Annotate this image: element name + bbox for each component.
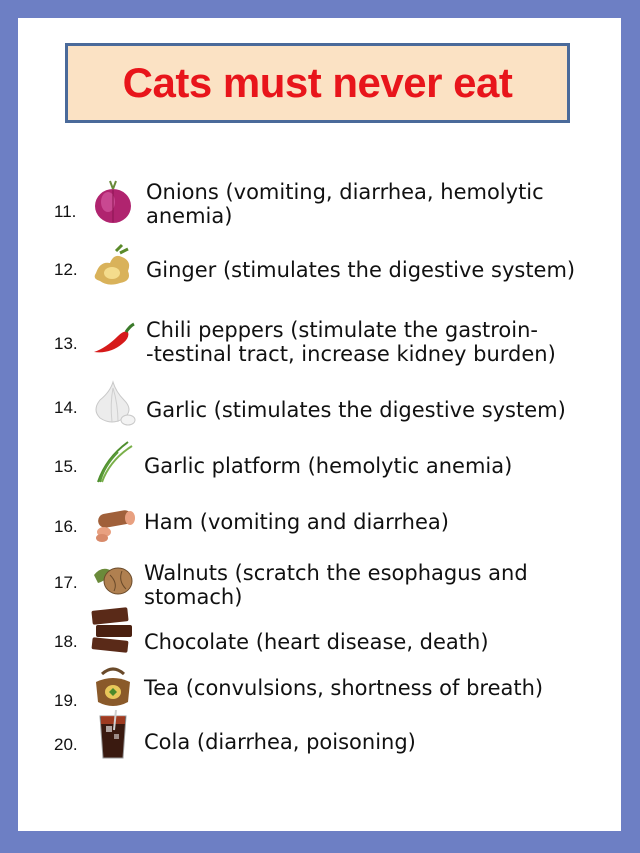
item-text-line1: Onions (vomiting, diarrhea, hemolytic bbox=[146, 180, 544, 204]
list-item-tea bbox=[18, 658, 621, 714]
item-text-line1: Walnuts (scratch the esophagus and bbox=[144, 561, 528, 585]
onion-icon bbox=[88, 178, 138, 228]
item-text-line1: Ham (vomiting and diarrhea) bbox=[144, 510, 449, 534]
item-text-line1: Garlic platform (hemolytic anemia) bbox=[144, 454, 513, 478]
item-text-line1: Chili peppers (stimulate the gastroin- bbox=[146, 318, 538, 342]
item-number: 18. bbox=[54, 632, 78, 651]
chocolate-icon bbox=[88, 605, 138, 655]
garlic-sprout-icon bbox=[88, 436, 138, 486]
item-number: 11. bbox=[54, 202, 77, 221]
item-text-line2: -testinal tract, increase kidney burden) bbox=[146, 342, 556, 366]
item-text-line1: Ginger (stimulates the digestive system) bbox=[146, 258, 576, 282]
item-text-line2: anemia) bbox=[146, 204, 233, 228]
item-number: 14. bbox=[54, 398, 78, 417]
item-text-line1: Garlic (stimulates the digestive system) bbox=[146, 398, 566, 422]
list-item-garlic bbox=[18, 376, 621, 432]
item-number: 13. bbox=[54, 334, 78, 353]
ginger-icon bbox=[88, 243, 138, 293]
chili-pepper-icon bbox=[88, 314, 138, 364]
tea-icon bbox=[88, 662, 138, 712]
list-item-chili-peppers bbox=[18, 300, 621, 366]
list-item-onions bbox=[18, 178, 621, 234]
garlic-icon bbox=[88, 378, 138, 428]
item-number: 15. bbox=[54, 457, 78, 476]
ham-icon bbox=[88, 496, 138, 546]
list-item-cola bbox=[18, 718, 621, 774]
list-item-chocolate bbox=[18, 603, 621, 659]
item-text-line1: Chocolate (heart disease, death) bbox=[144, 630, 489, 654]
item-number: 12. bbox=[54, 260, 78, 279]
item-text-line1: Tea (convulsions, shortness of breath) bbox=[144, 676, 544, 700]
item-number: 20. bbox=[54, 735, 78, 754]
list-item-ginger bbox=[18, 243, 621, 299]
title-box bbox=[65, 43, 570, 123]
walnut-icon bbox=[88, 553, 138, 603]
list-item-walnuts bbox=[18, 543, 621, 609]
item-number: 16. bbox=[54, 517, 78, 536]
page-title: Cats must never eat bbox=[122, 59, 513, 106]
list-item-ham bbox=[18, 488, 621, 544]
content-card bbox=[18, 18, 621, 831]
cola-icon bbox=[88, 710, 138, 760]
list-item-garlic-platform bbox=[18, 428, 621, 484]
item-text-line1: Cola (diarrhea, poisoning) bbox=[144, 730, 416, 754]
item-number: 19. bbox=[54, 691, 78, 710]
item-text-line2: stomach) bbox=[144, 585, 243, 609]
item-number: 17. bbox=[54, 573, 78, 592]
